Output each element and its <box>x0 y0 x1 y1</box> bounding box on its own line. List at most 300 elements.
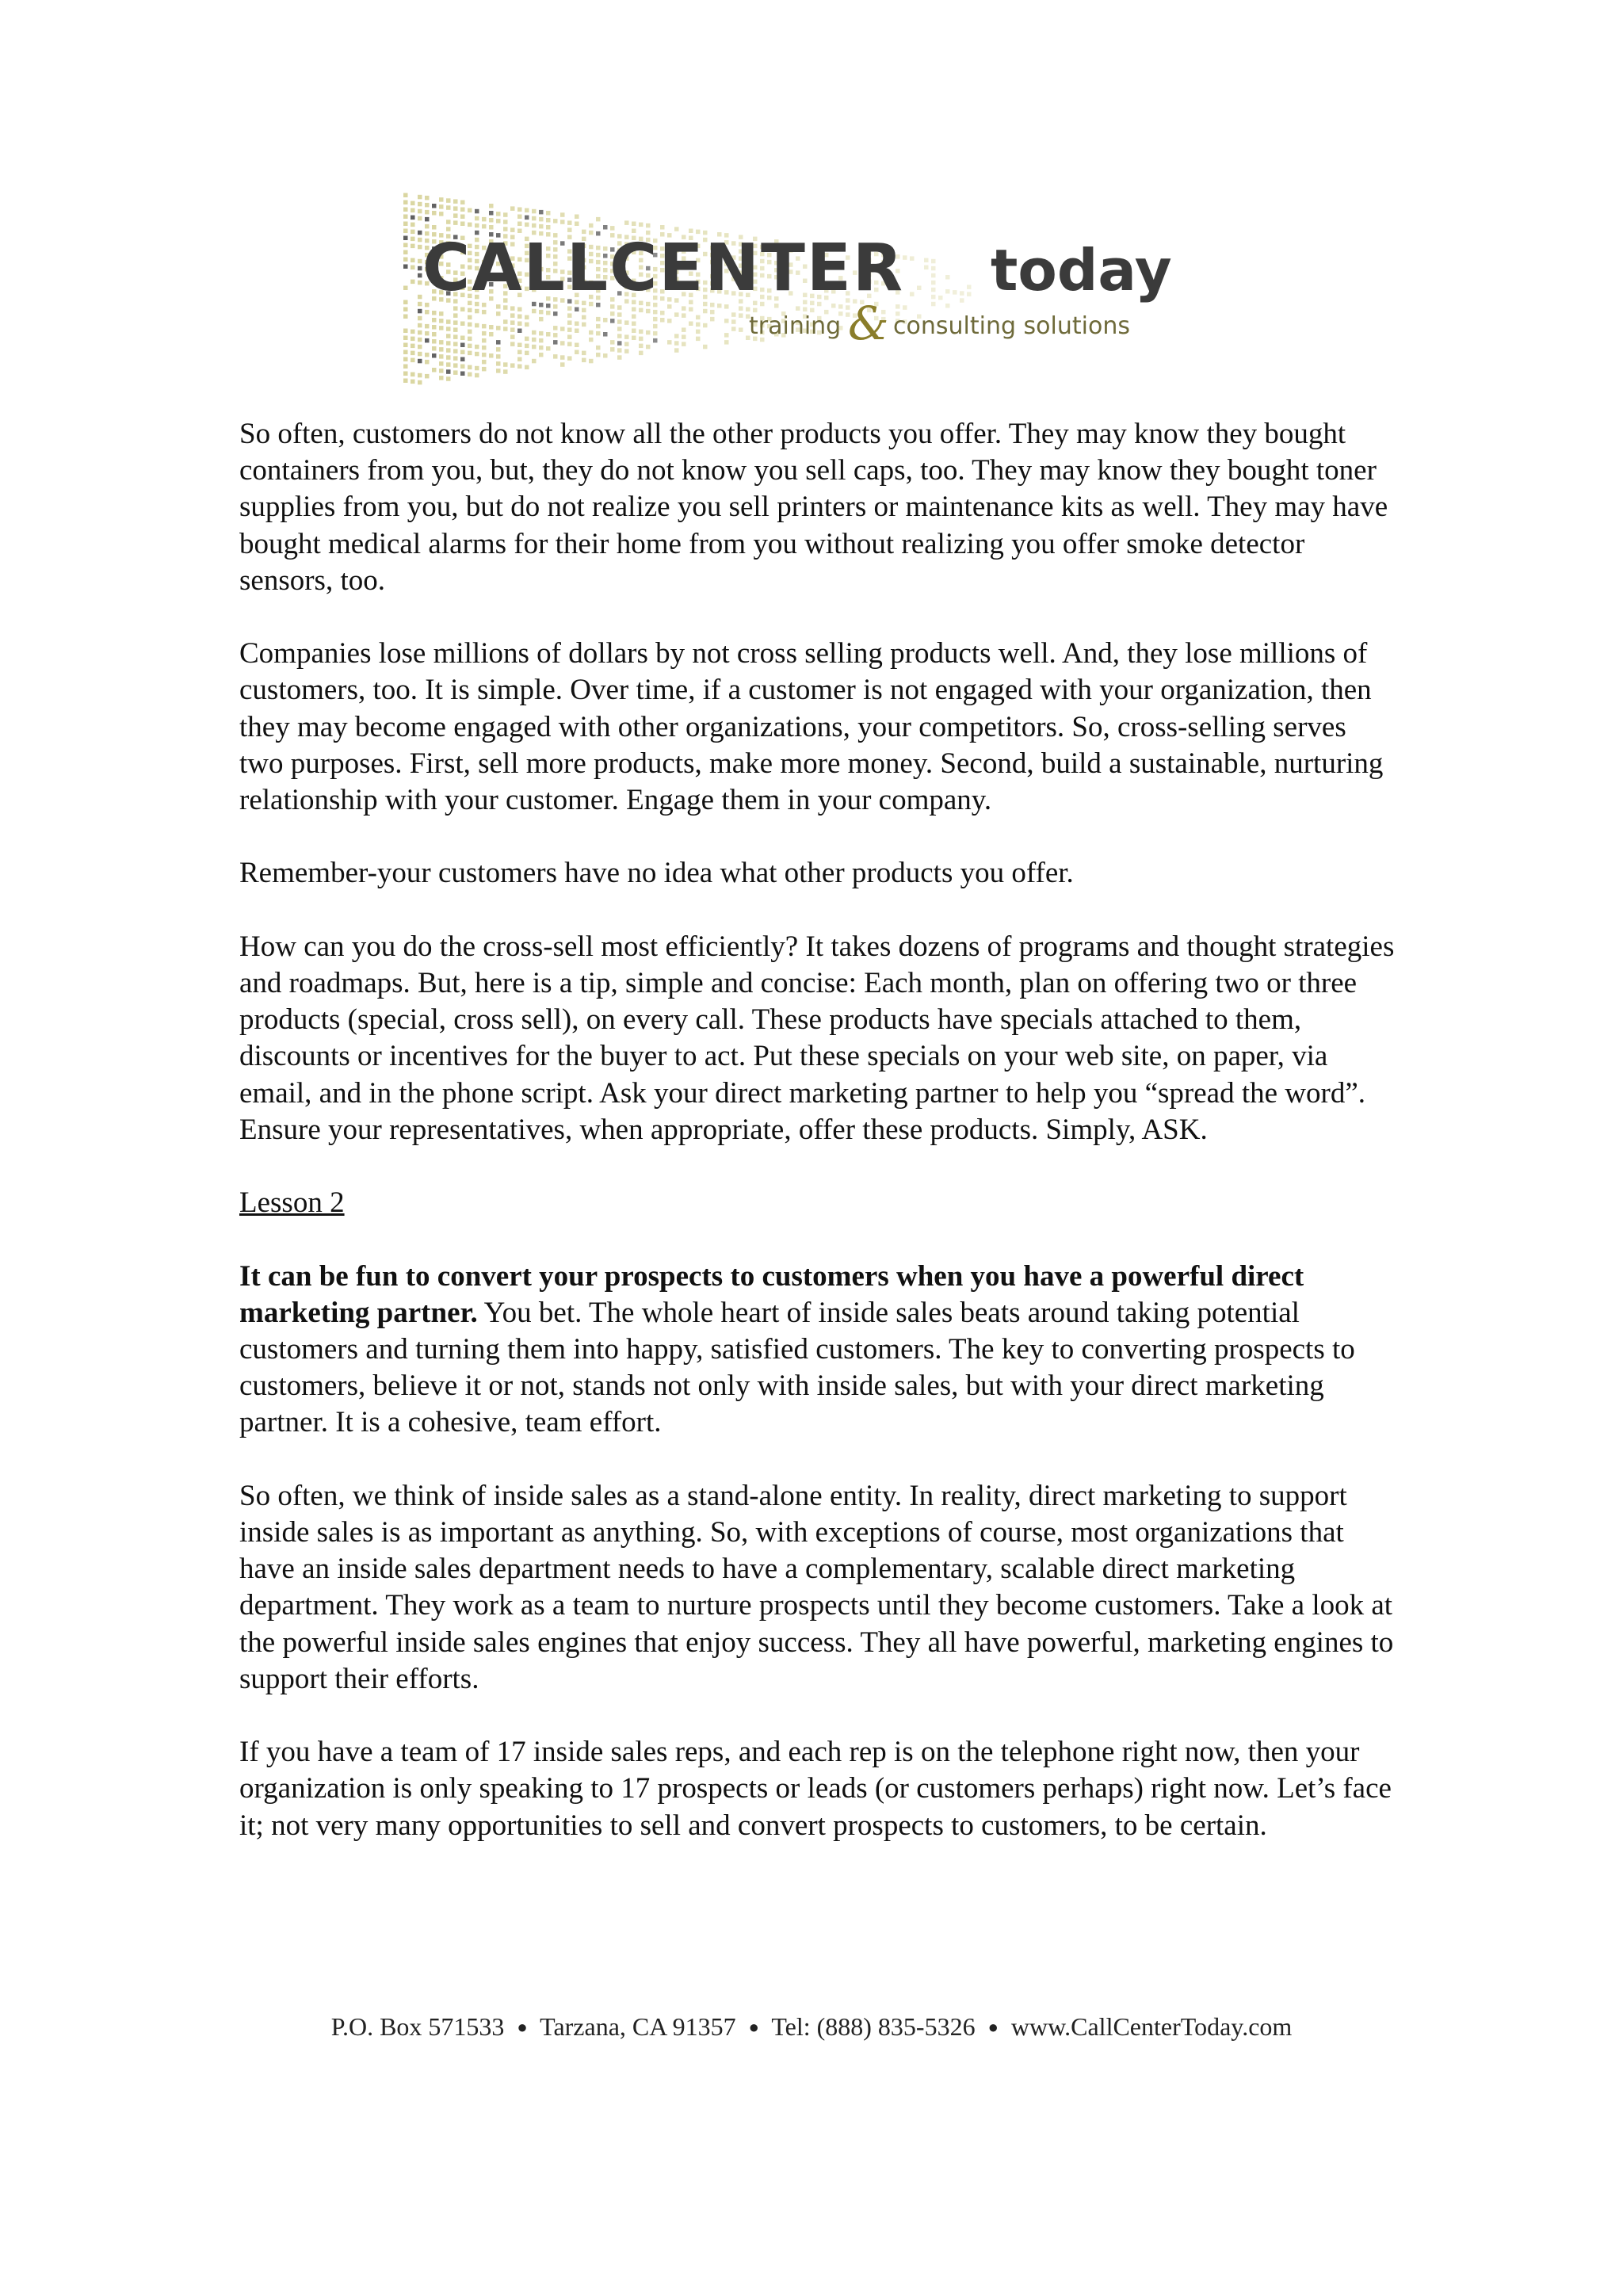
logo-dot <box>589 223 594 228</box>
logo-dot <box>453 334 458 339</box>
logo-dot <box>546 332 551 337</box>
logo-dot <box>460 322 465 327</box>
logo-dot <box>910 292 915 296</box>
logo-dot <box>475 345 479 350</box>
logo-dot <box>646 345 651 350</box>
logo-dot <box>460 343 465 348</box>
logo-dot <box>489 332 494 337</box>
logo-dot <box>596 217 601 222</box>
logo-dot <box>418 259 422 264</box>
logo-dot <box>567 356 572 361</box>
logo-dot <box>439 212 444 216</box>
logo-dot <box>510 342 515 346</box>
logo-dot <box>496 361 501 366</box>
logo-brand-suffix: today <box>991 237 1172 304</box>
logo-dot <box>453 327 458 332</box>
logo-dot <box>660 311 665 315</box>
logo-dot <box>403 379 408 384</box>
logo-dot <box>931 281 936 285</box>
logo-dot <box>418 330 422 335</box>
logo-dot <box>411 280 415 285</box>
logo-dot <box>453 342 458 346</box>
logo-dot <box>589 359 594 364</box>
logo-dot <box>475 323 479 328</box>
logo-dot <box>432 211 437 216</box>
logo-dot <box>567 306 572 311</box>
logo-dot <box>468 330 472 334</box>
logo-dot <box>503 305 508 310</box>
logo-dot <box>468 315 472 320</box>
logo-dot <box>446 198 451 203</box>
logo-dot <box>446 220 451 224</box>
logo-dot <box>453 220 458 225</box>
logo-dot <box>475 216 479 221</box>
paragraph-lose-millions: Companies lose millions of dollars by not cross selling products well. And, they lose millions of customers, too. It is simple. Over time, if a customer is not engaged with your organization, then they may become engaged with other organizations, your competitors. So, cross-selling serves two purposes. First, sell more products, make more money. Second, build a sustainable, nurturing relationship with your customer. Engage them in your company. <box>239 637 1384 817</box>
logo-dot <box>575 350 579 355</box>
footer-separator: ● <box>517 2017 528 2037</box>
logo-dot <box>468 208 472 213</box>
logo-dot <box>425 331 430 336</box>
logo-dot <box>460 357 465 362</box>
logo-dot <box>525 351 529 356</box>
logo-dot <box>510 363 515 368</box>
logo-dot <box>418 281 422 285</box>
logo-dot <box>560 220 565 224</box>
logo-dot <box>403 229 408 234</box>
logo-dot <box>503 327 508 331</box>
logo-dot <box>496 347 501 352</box>
logo-dot <box>411 201 415 206</box>
logo-dot <box>689 322 693 327</box>
logo-dot <box>646 223 651 228</box>
logo-dot <box>439 376 444 380</box>
logo-dot <box>403 265 408 269</box>
logo-dot <box>567 327 572 332</box>
logo-dot <box>411 266 415 270</box>
logo-dot <box>603 318 608 323</box>
logo-dot <box>903 305 907 310</box>
logo-dot <box>931 273 936 278</box>
logo-dot <box>446 319 451 324</box>
logo-dot <box>460 365 465 369</box>
logo-tagline-left: training <box>749 312 842 340</box>
logo-dot <box>639 308 643 313</box>
logo-dot <box>682 334 686 339</box>
logo-graphic <box>400 189 1209 387</box>
logo-dot <box>567 334 572 339</box>
logo-dot <box>610 319 615 323</box>
logo-dot <box>646 309 651 314</box>
logo-dot <box>403 222 408 227</box>
logo-dot <box>517 357 522 362</box>
logo-dot <box>575 343 579 348</box>
logo-dot <box>560 341 565 346</box>
logo-dot <box>432 353 437 358</box>
logo-dot <box>617 327 622 331</box>
logo-dot <box>560 362 565 367</box>
logo-dot <box>460 215 465 220</box>
logo-dot <box>517 322 522 327</box>
logo-dot <box>403 350 408 355</box>
logo-dot <box>931 288 936 292</box>
logo-dot <box>468 344 472 349</box>
logo-dot <box>446 369 451 374</box>
logo-dot <box>931 302 936 307</box>
logo-dot <box>403 236 408 241</box>
logo-dot <box>496 354 501 359</box>
footer-separator: ● <box>748 2017 759 2037</box>
lesson-heading: Lesson 2 <box>239 1186 345 1220</box>
logo-dot <box>724 340 729 345</box>
logo-dot <box>596 324 601 329</box>
logo-dot <box>632 315 636 319</box>
logo-dot <box>489 211 494 216</box>
logo-dot <box>731 312 736 317</box>
logo-dot <box>575 329 579 334</box>
logo-brand-prefix: CALLCENTER <box>422 231 905 306</box>
logo-dot <box>567 313 572 318</box>
logo-dot <box>674 348 679 353</box>
logo-dot <box>432 204 437 208</box>
logo-dot <box>468 365 472 370</box>
logo-dot <box>503 369 508 374</box>
logo-dot <box>411 337 415 342</box>
logo-dot <box>446 376 451 381</box>
logo-dot <box>639 223 643 227</box>
logo-dot <box>553 340 558 345</box>
logo-dot <box>475 223 479 228</box>
logo-dot <box>482 310 487 315</box>
logo-dot <box>553 333 558 338</box>
logo-dot <box>560 327 565 331</box>
logo-dot <box>624 220 629 225</box>
logo-dot <box>610 311 615 316</box>
logo-dot <box>567 220 572 225</box>
logo-dot <box>468 323 472 327</box>
logo-dot <box>482 360 487 365</box>
logo-dot <box>610 347 615 352</box>
logo-dot <box>453 306 458 311</box>
logo-dot <box>475 209 479 214</box>
logo-dot <box>482 353 487 357</box>
logo-dot <box>418 338 422 342</box>
logo-dot <box>453 363 458 368</box>
logo-dot <box>575 222 579 227</box>
logo-dot <box>403 300 408 305</box>
paragraph-remember: Remember-your customers have no idea what other products you offer. <box>239 857 1074 890</box>
logo-dot <box>582 323 586 327</box>
logo-dot <box>482 324 487 329</box>
logo-dot <box>489 218 494 223</box>
paragraph-direct-marketing-rest: You bet. The whole heart of inside sales beats around taking potential customers and turning them into happy, satisfied customers. The key to converting prospects to customers, believe it or not, stands not only with inside sales, but with your direct marketing partner. It is a cohesive, team effort. <box>239 1296 1355 1439</box>
logo-dot <box>539 224 544 229</box>
logo-dot <box>403 208 408 212</box>
logo-dot <box>653 317 658 322</box>
logo-dot <box>411 244 415 249</box>
logo-dot <box>411 237 415 242</box>
logo-dot <box>696 337 701 342</box>
logo-dot <box>460 308 465 312</box>
logo-dot <box>582 351 586 356</box>
logo-dot <box>546 346 551 351</box>
logo-dot <box>696 330 701 334</box>
logo-dot <box>582 308 586 313</box>
logo-dot <box>660 318 665 323</box>
logo-dot <box>439 361 444 366</box>
logo-dot <box>938 296 943 300</box>
logo-dot <box>682 313 686 318</box>
logo-dot <box>596 331 601 336</box>
logo-dot <box>411 372 415 377</box>
logo-dot <box>418 316 422 321</box>
logo-dot <box>425 196 430 201</box>
logo-dot <box>589 338 594 342</box>
logo-dot <box>696 315 701 320</box>
logo-dot <box>403 365 408 369</box>
logo-dot <box>632 329 636 334</box>
footer-separator: ● <box>987 2017 999 2037</box>
logo-dot <box>503 319 508 324</box>
logo-tagline-right: consulting solutions <box>893 312 1130 340</box>
logo-dot <box>496 326 501 330</box>
logo-dot <box>425 353 430 357</box>
logo-dot <box>403 343 408 348</box>
logo-dot <box>603 332 608 337</box>
logo-dot <box>532 223 537 228</box>
logo-dot <box>453 213 458 218</box>
logo-dot <box>425 224 430 229</box>
logo-dot <box>468 337 472 342</box>
logo-dot <box>432 339 437 344</box>
footer-address: P.O. Box 571533 <box>330 2012 505 2041</box>
logo-dot <box>439 354 444 359</box>
logo-dot <box>460 201 465 205</box>
logo-dot <box>403 215 408 220</box>
logo-dot <box>403 315 408 319</box>
logo-dot <box>539 317 544 322</box>
logo-dot <box>468 223 472 227</box>
logo-dot <box>503 362 508 367</box>
logo-dot <box>432 346 437 351</box>
logo-dot <box>517 350 522 355</box>
logo-dot <box>653 324 658 329</box>
logo-dot <box>546 211 551 216</box>
logo-dot <box>532 309 537 314</box>
paragraph-bold-lead: It can be fun to convert your prospects to customers when you have a powerful direct marketing partner. <box>239 1259 1304 1329</box>
logo-dot <box>403 250 408 255</box>
logo-dot <box>468 372 472 377</box>
logo-dot <box>525 315 529 320</box>
logo-dot <box>453 370 458 375</box>
logo-dot <box>703 345 708 350</box>
article-body <box>239 416 1396 1844</box>
logo-dot <box>439 311 444 316</box>
logo-dot <box>575 308 579 312</box>
logo-dot <box>418 359 422 364</box>
logo-dot <box>945 275 950 280</box>
logo-dot <box>432 368 437 372</box>
logo-dot <box>539 346 544 350</box>
logo-dot <box>418 202 422 206</box>
logo-dot <box>617 319 622 324</box>
logo-dot <box>418 238 422 243</box>
logo-dot <box>646 330 651 335</box>
logo-dot <box>653 331 658 336</box>
logo-dot <box>639 330 643 334</box>
logo-dot <box>653 310 658 315</box>
logo-dot <box>624 342 629 346</box>
logo-dot <box>510 306 515 311</box>
logo-dot <box>739 313 743 318</box>
logo-dot <box>446 362 451 367</box>
logo-dot <box>439 340 444 345</box>
logo-dot <box>496 369 501 373</box>
logo-dot <box>532 216 537 221</box>
logo-dot <box>667 319 672 323</box>
logo-dot <box>525 365 529 370</box>
logo-dot <box>446 327 451 331</box>
logo-dot <box>489 225 494 230</box>
logo-dot <box>532 330 537 335</box>
logo-dot <box>503 220 508 224</box>
logo-dot <box>632 222 636 227</box>
logo-dot <box>418 302 422 307</box>
footer-phone: Tel: (888) 835-5326 <box>771 2012 976 2041</box>
logo-dot <box>632 308 636 312</box>
logo-dot <box>411 380 415 384</box>
logo-dot <box>432 325 437 330</box>
logo-dot <box>796 306 800 311</box>
logo-dot <box>617 305 622 310</box>
logo-dot <box>418 309 422 314</box>
logo-dot <box>525 323 529 327</box>
logo-dot <box>439 326 444 330</box>
logo-dot <box>603 353 608 358</box>
logo-dot <box>689 308 693 312</box>
logo-dot <box>453 313 458 318</box>
logo-dot <box>496 219 501 223</box>
logo-dot <box>418 380 422 385</box>
logo-dot <box>624 334 629 339</box>
logo-dot <box>418 295 422 300</box>
logo-dot <box>703 323 708 328</box>
logo-dot <box>439 204 444 209</box>
logo-dot <box>482 338 487 343</box>
logo-dot <box>425 203 430 208</box>
logo-dot <box>460 372 465 376</box>
logo-dot <box>517 208 522 212</box>
logo-dot <box>731 319 736 324</box>
logo-dot <box>418 373 422 378</box>
logo-dot <box>439 319 444 323</box>
logo-dot <box>553 311 558 316</box>
footer-website[interactable]: www.CallCenterToday.com <box>1010 2012 1293 2041</box>
logo-dot <box>411 216 415 220</box>
logo-dot <box>517 315 522 319</box>
logo-dot <box>539 338 544 343</box>
logo-dot <box>411 351 415 356</box>
logo-dot <box>589 330 594 335</box>
logo-dot <box>468 351 472 356</box>
logo-dot <box>517 329 522 334</box>
logo-dot <box>403 243 408 248</box>
logo-dot <box>532 338 537 342</box>
logo-dot <box>439 197 444 202</box>
logo-dot <box>739 327 743 332</box>
logo-dot <box>403 201 408 205</box>
logo-dot <box>931 259 936 264</box>
logo-dot <box>710 310 715 315</box>
logo-dot <box>525 337 529 342</box>
logo-dot <box>403 193 408 198</box>
logo-dot <box>596 346 601 350</box>
logo-dot <box>517 343 522 348</box>
logo-dot <box>510 334 515 339</box>
logo-dot <box>539 331 544 336</box>
logo-dot <box>510 313 515 318</box>
logo-dot <box>453 349 458 353</box>
logo-dot <box>510 327 515 332</box>
footer-city: Tarzana, CA 91357 <box>540 2012 736 2041</box>
logo-dot <box>489 325 494 330</box>
logo-dot <box>696 323 701 327</box>
logo-dot <box>475 366 479 371</box>
logo-dot <box>475 309 479 314</box>
logo-dot <box>924 258 929 263</box>
paragraph-stand-alone: So often, we think of inside sales as a stand-alone entity. In reality, direct marketing to support inside sales is as important as anything. So, with exceptions of course, most organizations that have an inside sales department needs to have a complementary, scalable direct marketing department. They work as a team to nurture prospects until they become customers. Take a look at the powerful inside sales engines that enjoy success. They all have powerful, marketing engines to support their efforts. <box>239 1479 1394 1695</box>
logo-dot <box>724 333 729 338</box>
logo-dot <box>411 344 415 349</box>
logo-dot <box>411 330 415 334</box>
logo-dot <box>418 266 422 271</box>
logo-dot <box>710 317 715 322</box>
logo-dot <box>553 326 558 330</box>
logo-dot <box>411 223 415 227</box>
logo-dot <box>703 309 708 314</box>
logo-dot <box>496 340 501 345</box>
paragraph-seventeen-reps: If you have a team of 17 inside sales reps, and each rep is on the telephone right now, then your organization is only speaking to 17 prospects or leads (or customers perhaps) right now. Let’s face it; not very many opportunities to sell and convert prospects to customers, to be certain. <box>239 1736 1392 1842</box>
logo-dot <box>418 273 422 278</box>
logo-dot <box>617 355 622 360</box>
logo-dot <box>403 329 408 334</box>
logo-dot <box>425 360 430 365</box>
logo-dot <box>682 327 686 332</box>
logo-dot <box>539 353 544 357</box>
logo-dot <box>517 222 522 227</box>
logo-dot <box>482 367 487 372</box>
logo-dot <box>724 319 729 323</box>
logo-dot <box>567 342 572 346</box>
logo-dot <box>525 208 529 213</box>
logo-dot <box>582 358 586 363</box>
logo-dot <box>674 312 679 317</box>
logo-dot <box>731 327 736 331</box>
logo-dot <box>446 355 451 360</box>
callcentertoday-logo <box>400 189 1209 387</box>
logo-dot <box>439 369 444 373</box>
logo-dot <box>446 348 451 353</box>
logo-dot <box>639 344 643 349</box>
logo-dot <box>617 348 622 353</box>
logo-dot <box>560 212 565 217</box>
logo-dot <box>931 295 936 300</box>
logo-dot <box>418 245 422 250</box>
page-footer <box>0 2011 1623 2046</box>
logo-dot <box>510 206 515 211</box>
logo-dot <box>525 216 529 220</box>
logo-dot <box>653 338 658 343</box>
logo-dot <box>432 311 437 315</box>
